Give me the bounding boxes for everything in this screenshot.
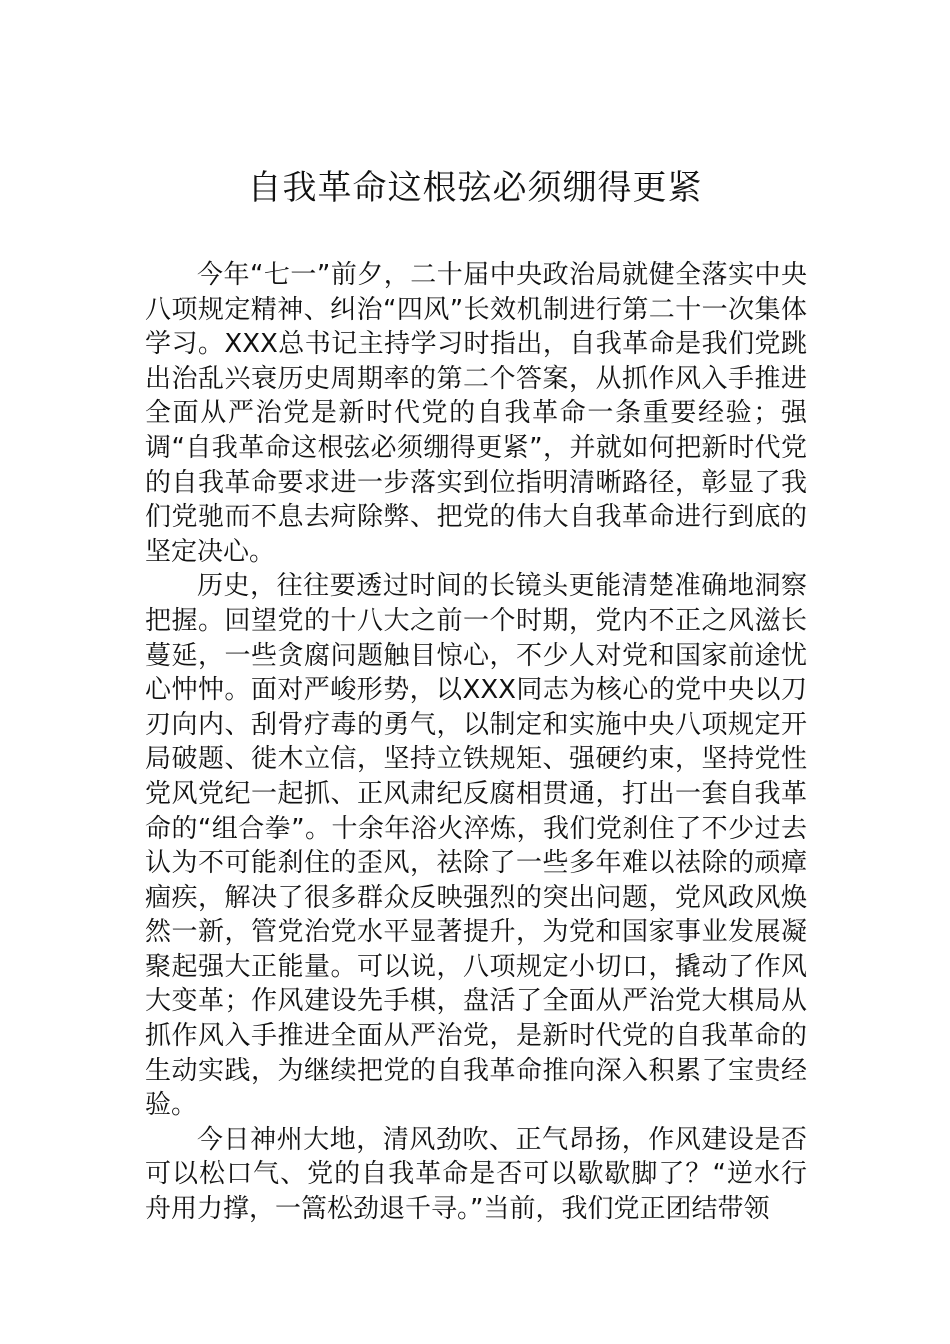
paragraph-2: 历史，往往要透过时间的长镜头更能清楚准确地洞察把握。回望党的十八大之前一个时期，党内不正之风滋长蔓延，一些贪腐问题触目惊心，不少人对党和国家前途忧心忡忡。面对严峻形势，以XXX同志为核心的党中央以刀刃向内、刮骨疗毒的勇气，以制定和实施中央八项规定开局破题、徙木立信，坚持立铁规矩、强硬约束，坚持党性党风党纪一起抓、正风肃纪反腐相贯通，打出一套自我革命的“组合拳”。十余年浴火淬炼，我们党刹住了不少过去认为不可能刹住的歪风，祛除了一些多年难以祛除的顽瘴痼疾，解决了很多群众反映强烈的突出问题，党风政风焕然一新，管党治党水平显著提升，为党和国家事业发展凝聚起强大正能量。可以说，八项规定小切口，撬动了作风大变革；作风建设先手棋，盘活了全面从严治党大棋局从抓作风入手推进全面从严治党，是新时代党的自我革命的生动实践，为继续把党的自我革命推向深入积累了宝贵经验。 [145,571,807,1121]
document-title: 自我革命这根弦必须绷得更紧 [247,168,703,208]
document-body [145,258,807,1227]
paragraph-1: 今年“七一”前夕，二十届中央政治局就健全落实中央八项规定精神、纠治“四风”长效机制进行第二十一次集体学习。XXX总书记主持学习时指出，自我革命是我们党跳出治乱兴衰历史周期率的第二个答案，从抓作风入手推进全面从严治党是新时代党的自我革命一条重要经验；强调“自我革命这根弦必须绷得更紧”，并就如何把新时代党的自我革命要求进一步落实到位指明清晰路径，彰显了我们党驰而不息去疴除弊、把党的伟大自我革命进行到底的坚定决心。 [145,260,807,567]
paragraph-3: 今日神州大地，清风劲吹、正气昂扬，作风建设是否可以松口气、党的自我革命是否可以歇歇脚了？“逆水行舟用力撑，一篙松劲退千寻。”当前，我们党正团结带领 [145,1124,807,1225]
